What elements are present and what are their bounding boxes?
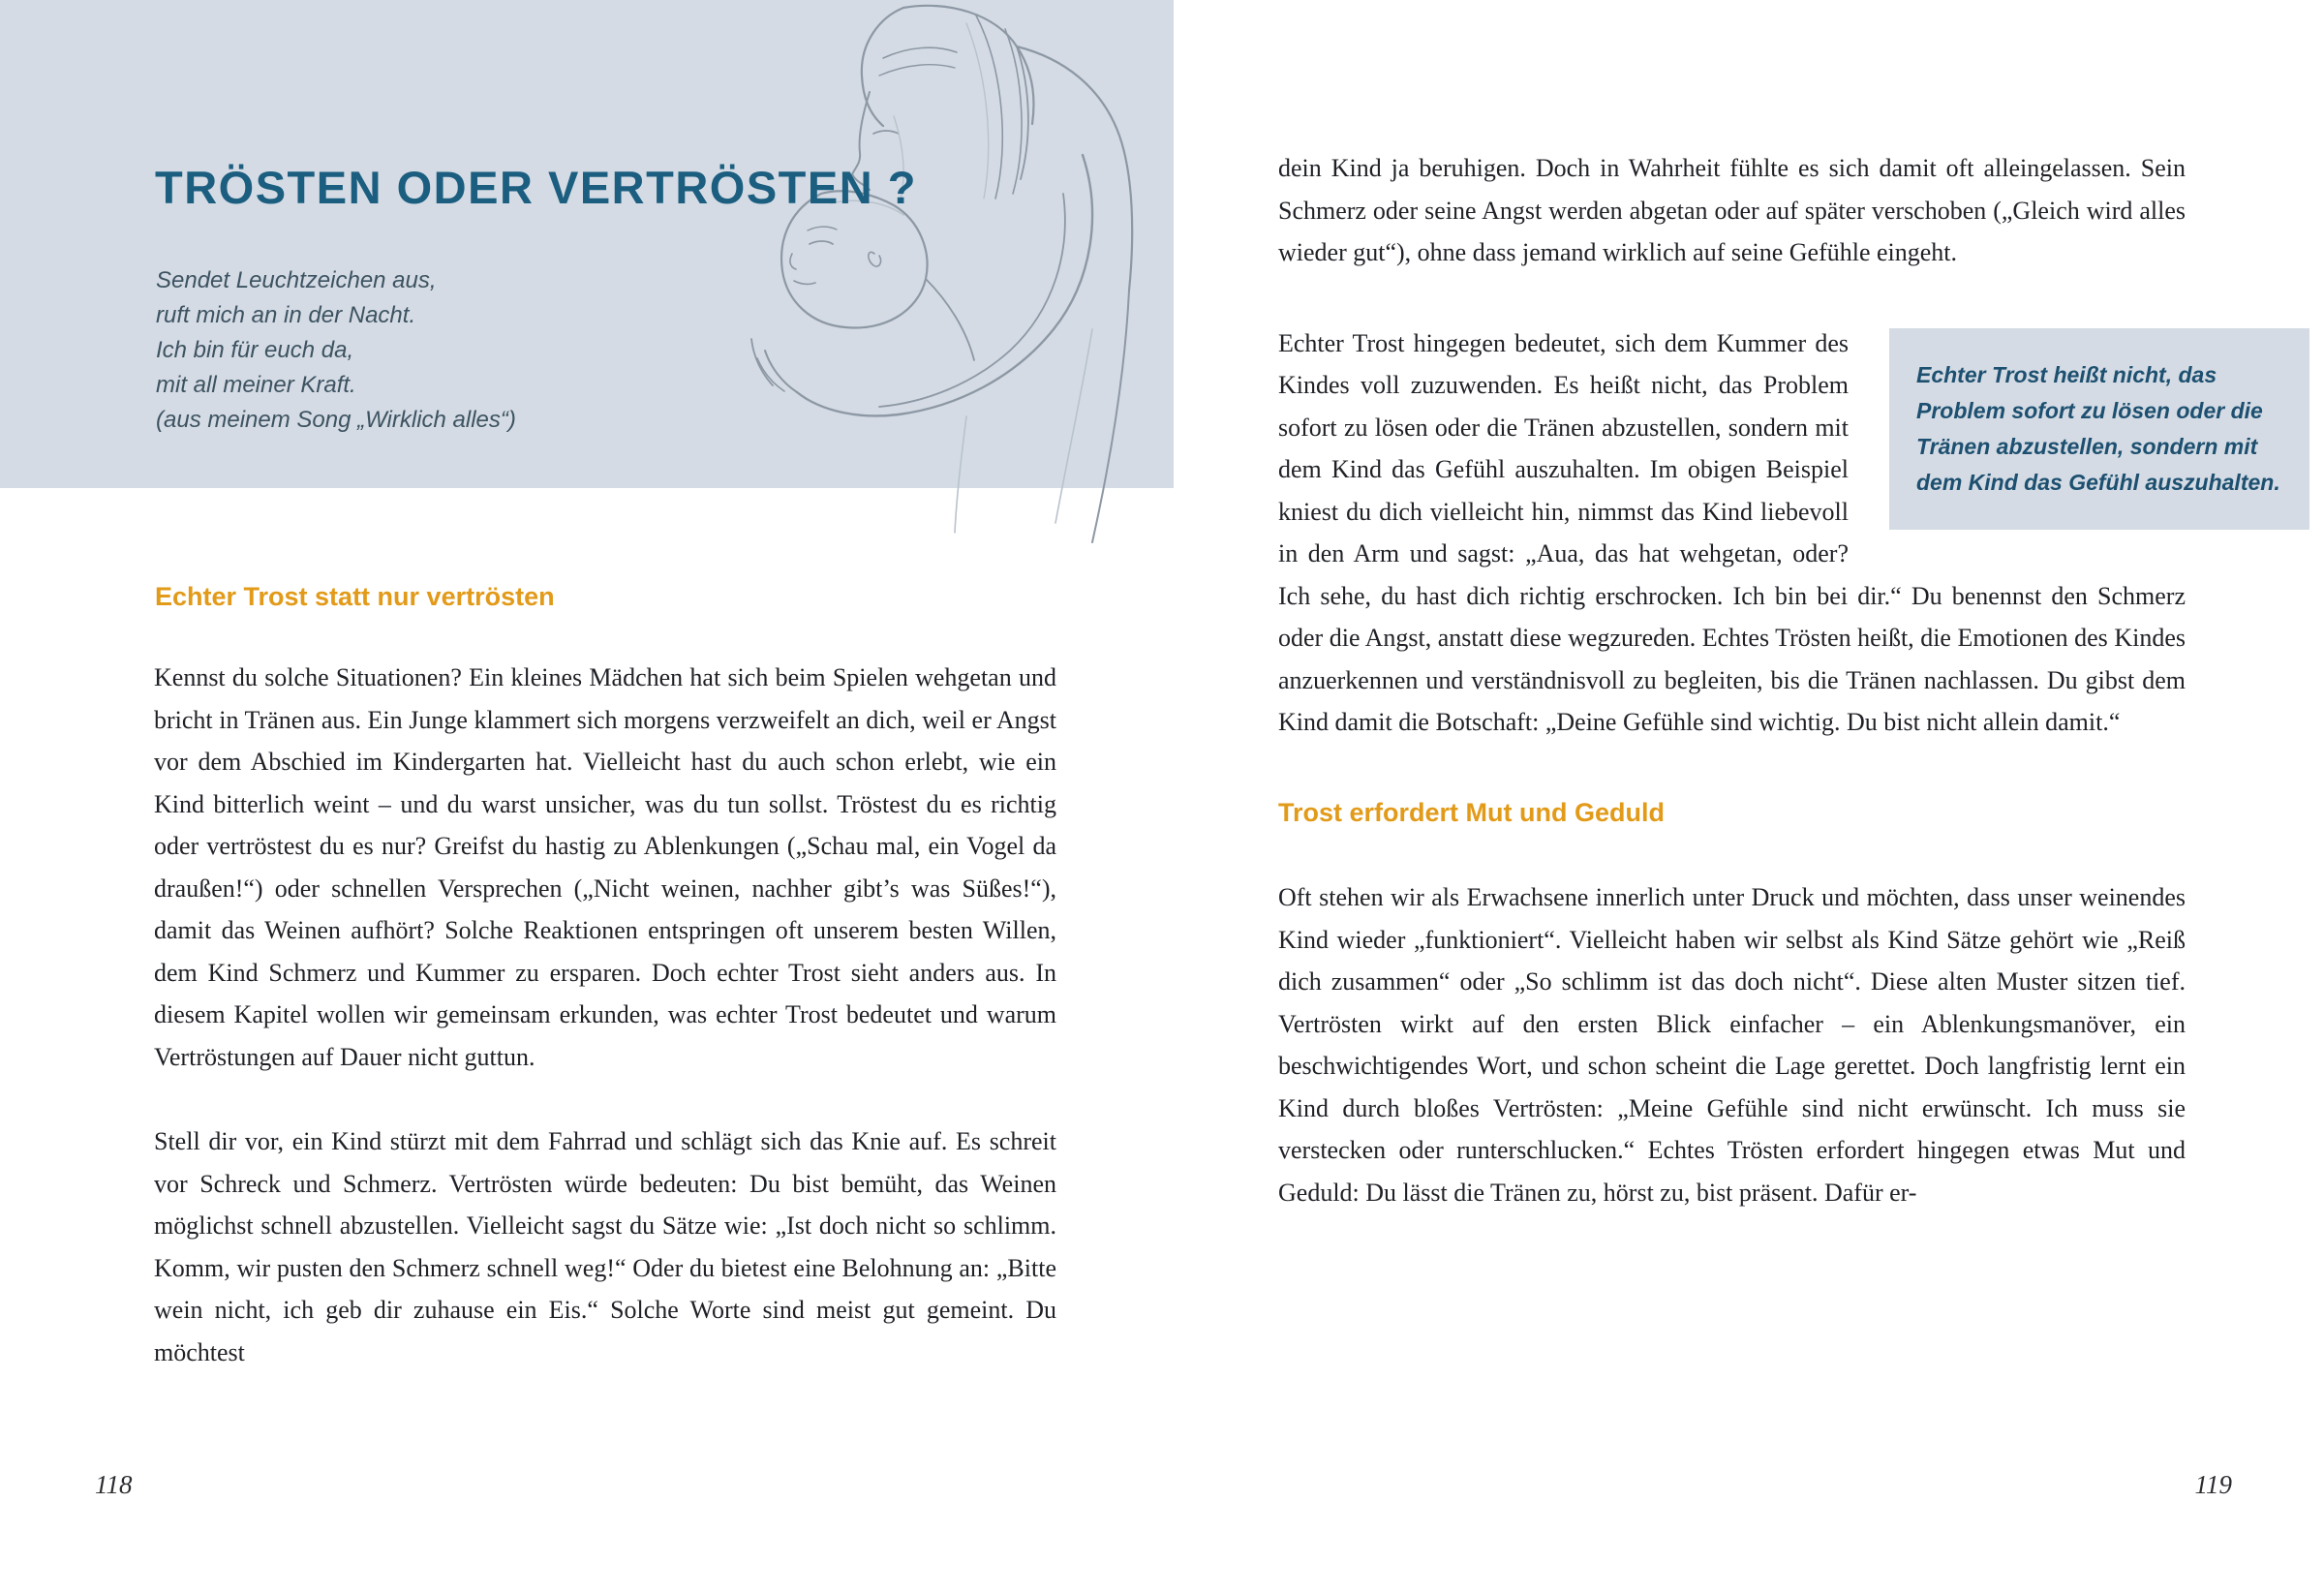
page-number-right: 119 <box>2194 1470 2232 1499</box>
poem-line: (aus meinem Song „Wirklich alles“) <box>156 407 516 433</box>
pull-quote-text: Echter Trost heißt nicht, das Problem sofort zu lösen oder die Tränen abzustellen, sondern mit dem Kind das Gefühl auszuhalten. <box>1916 361 2280 495</box>
right-text-column <box>1278 147 2280 1213</box>
mother-child-hug-illustration <box>676 0 1160 552</box>
poem-line: ruft mich an in der Nacht. <box>156 302 416 328</box>
pull-quote-box <box>1889 328 2309 530</box>
poem-line: mit all meiner Kraft. <box>156 372 356 398</box>
section-heading-left: Echter Trost statt nur vertrösten <box>155 582 555 611</box>
paragraph: dein Kind ja beruhigen. Doch in Wahrheit fühlte es sich damit oft alleingelassen. Sein Schmerz oder seine Angst werden abgetan oder auf später verschoben („Gleich wird alles wieder gut“), ohne dass jemand wirklich auf seine Gefühle eingeht. <box>1278 154 2186 266</box>
paragraph: Echter Trost hingegen bedeutet, sich dem Kummer des Kindes voll zuzuwenden. Es heißt nicht, das Problem sofort zu lösen oder die Tränen abzustellen, sondern mit dem Kind das Gefühl auszuhalten. Im obigen Beispiel kniest du dich vielleicht hin, nimmst das Kind liebevoll in den Arm und sagst: „Aua, das hat wehgetan, oder? Ich sehe, du hast dich richtig erschrocken. Ich bin bei dir.“ Du benennst den Schmerz oder die Angst, anstatt diese wegzureden. Echtes Trösten heißt, die Emotionen des Kindes anzuerkennen und verständnisvoll zu begleiten, bis die Tränen nachlassen. Du gibst dem Kind damit die Botschaft: „Deine Gefühle sind wichtig. Du bist nicht allein damit.“ <box>1278 328 2186 736</box>
page-number-left: 118 <box>95 1470 133 1499</box>
poem-line: Ich bin für euch da, <box>156 337 354 363</box>
paragraph: Oft stehen wir als Erwachsene innerlich unter Druck und möchten, dass unser weinendes Kind wieder „funktioniert“. Vielleicht haben wir selbst als Kind Sätze gehört wie „Reiß dich zusammen“ oder „So schlimm ist das doch nicht“. Diese alten Muster sitzen tief. Vertrösten wirkt auf den ersten Blick einfacher – ein Ablenkungsmanöver, ein beschwichtigendes Wort, und schon scheint die Lage gerettet. Doch langfristig lernt ein Kind durch bloßes Vertrösten: „Meine Gefühle sind nicht erwünscht. Ich muss sie verstecken oder runterschlucken.“ Echtes Trösten erfordert hingegen etwas Mut und Geduld: Du lässt die Tränen zu, hörst zu, bist präsent. Dafür er- <box>1278 883 2186 1207</box>
section-heading-right: Trost erfordert Mut und Geduld <box>1278 797 1665 827</box>
poem-line: Sendet Leuchtzeichen aus, <box>156 267 437 293</box>
epigraph-poem <box>156 263 516 438</box>
chapter-title: TRÖSTEN ODER VERTRÖSTEN ? <box>155 162 917 213</box>
left-text-column <box>154 657 1056 1373</box>
paragraph: Kennst du solche Situationen? Ein kleines Mädchen hat sich beim Spielen wehgetan und bricht in Tränen aus. Ein Junge klammert sich morgens verzweifelt an dich, weil er Angst vor dem Abschied im Kindergarten hat. Vielleicht hast du auch schon erlebt, wie ein Kind bitterlich weint – und du warst unsicher, was du tun sollst. Tröstest du es richtig oder vertröstest du es nur? Greifst du hastig zu Ablenkungen („Schau mal, ein Vogel da draußen!“) oder schnellen Versprechen („Nicht weinen, nachher gibt’s was Süßes!“), damit das Weinen aufhört? Solche Reaktionen entspringen oft unserem besten Willen, dem Kind Schmerz und Kummer zu ersparen. Doch echter Trost sieht anders aus. In diesem Kapitel wollen wir gemeinsam erkunden, was echter Trost bedeutet und warum Vertröstungen auf Dauer nicht guttun. <box>154 663 1056 1071</box>
paragraph: Stell dir vor, ein Kind stürzt mit dem Fahrrad und schlägt sich das Knie auf. Es schreit vor Schreck und Schmerz. Vertrösten würde bedeuten: Du bist bemüht, das Weinen möglichst schnell abzustellen. Vielleicht sagst du Sätze wie: „Ist doch nicht so schlimm. Komm, wir pusten den Schmerz schnell weg!“ Oder du bietest eine Belohnung an: „Bitte wein nicht, ich geb dir zuhause ein Eis.“ Solche Worte sind meist gut gemeint. Du möchtest <box>154 1127 1056 1366</box>
